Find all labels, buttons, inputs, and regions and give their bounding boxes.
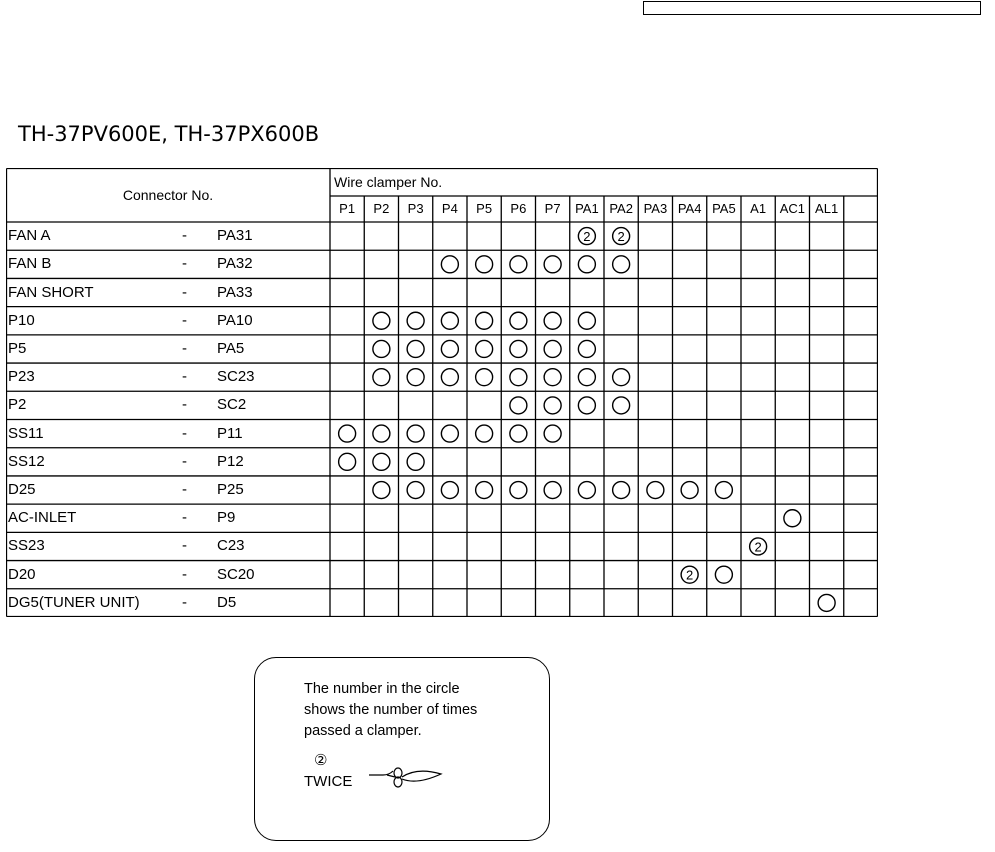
connector-to: PA31	[217, 227, 253, 245]
pass-once-mark	[510, 369, 527, 386]
pass-once-mark	[441, 340, 458, 357]
connector-from: FAN B	[8, 255, 52, 273]
pass-count-number: 2	[754, 539, 762, 555]
connector-from: SS23	[8, 537, 45, 555]
pass-once-mark	[407, 425, 424, 442]
clamper-column-label: P3	[407, 201, 424, 216]
connector-dash: -	[182, 481, 187, 499]
clamper-column-label: PA2	[609, 201, 633, 216]
note-line-2: shows the number of times	[304, 702, 478, 718]
clamper-column-label: P7	[544, 201, 561, 216]
example-label: TWICE	[304, 773, 353, 790]
pass-once-mark	[441, 369, 458, 386]
pass-once-mark	[373, 369, 390, 386]
pass-once-mark	[373, 340, 390, 357]
pass-once-mark	[510, 425, 527, 442]
connector-from: FAN A	[8, 227, 51, 245]
pass-once-mark	[510, 482, 527, 499]
pass-once-mark	[373, 453, 390, 470]
pass-once-mark	[544, 256, 561, 273]
connector-from: D25	[8, 481, 36, 499]
connector-from: SS12	[8, 452, 45, 470]
connector-to: P12	[217, 452, 244, 470]
pass-once-mark	[441, 256, 458, 273]
connector-to: SC23	[217, 368, 255, 386]
wire-clamper-table	[6, 168, 878, 617]
pass-once-mark	[407, 340, 424, 357]
clamper-column-label: AC1	[779, 201, 806, 216]
connector-to: PA33	[217, 283, 253, 301]
pass-once-mark	[544, 425, 561, 442]
pass-once-mark	[578, 256, 595, 273]
pass-once-mark	[407, 453, 424, 470]
pass-once-mark	[818, 594, 835, 611]
connector-from: P5	[8, 339, 27, 357]
pass-once-mark	[339, 453, 356, 470]
header-box	[643, 1, 981, 15]
clamper-column-label: PA3	[643, 201, 668, 216]
clamper-column-label: P4	[441, 201, 458, 216]
pass-once-mark	[544, 369, 561, 386]
pass-once-mark	[407, 369, 424, 386]
clamper-header: Wire clamper No.	[334, 174, 443, 190]
pass-once-mark	[715, 566, 732, 583]
connector-dash: -	[182, 255, 187, 273]
connector-dash: -	[182, 283, 187, 301]
pass-once-mark	[441, 312, 458, 329]
note-line-1: The number in the circle	[304, 681, 460, 697]
pass-once-mark	[578, 397, 595, 414]
pass-once-mark	[613, 397, 630, 414]
clamper-column-label: PA5	[712, 201, 736, 216]
pass-once-mark	[339, 425, 356, 442]
connector-dash: -	[182, 565, 187, 583]
pass-once-mark	[578, 312, 595, 329]
clamper-column-label: P1	[339, 201, 356, 216]
connector-dash: -	[182, 311, 187, 329]
pass-once-mark	[510, 340, 527, 357]
connector-from: P23	[8, 368, 35, 386]
connector-dash: -	[182, 509, 187, 527]
table-grid	[6, 168, 878, 617]
clamper-column-label: PA4	[677, 201, 702, 216]
pass-once-mark	[784, 510, 801, 527]
connector-from: P2	[8, 396, 27, 414]
pass-once-mark	[441, 425, 458, 442]
connector-from: FAN SHORT	[8, 283, 94, 301]
connector-to: C23	[217, 537, 245, 555]
connector-dash: -	[182, 537, 187, 555]
connector-from: D20	[8, 565, 36, 583]
clamper-column-label: P6	[510, 201, 527, 216]
pass-once-mark	[476, 340, 493, 357]
connector-dash: -	[182, 339, 187, 357]
connector-dash: -	[182, 424, 187, 442]
connector-dash: -	[182, 368, 187, 386]
pass-once-mark	[476, 425, 493, 442]
connector-dash: -	[182, 593, 187, 611]
pass-once-mark	[476, 369, 493, 386]
note-text	[304, 679, 544, 742]
connector-to: PA32	[217, 255, 253, 273]
pass-once-mark	[373, 482, 390, 499]
connector-to: P25	[217, 481, 244, 499]
connector-to: PA10	[217, 311, 253, 329]
connector-dash: -	[182, 227, 187, 245]
pass-once-mark	[476, 482, 493, 499]
connector-to: SC2	[217, 396, 247, 414]
pass-once-mark	[373, 425, 390, 442]
pass-once-mark	[476, 256, 493, 273]
clamper-column-label: P5	[476, 201, 493, 216]
pass-once-mark	[441, 482, 458, 499]
connector-from: P10	[8, 311, 35, 329]
pass-once-mark	[613, 482, 630, 499]
pass-once-mark	[613, 369, 630, 386]
pass-once-mark	[544, 312, 561, 329]
pass-once-mark	[578, 340, 595, 357]
wire-loop-drawing	[367, 763, 443, 793]
connector-to: D5	[217, 593, 237, 611]
pass-once-mark	[510, 397, 527, 414]
connector-to: SC20	[217, 565, 255, 583]
pass-once-mark	[407, 312, 424, 329]
pass-once-mark	[510, 312, 527, 329]
pass-once-mark	[544, 397, 561, 414]
example-number: ②	[314, 752, 328, 769]
pass-once-mark	[681, 482, 698, 499]
connector-from: AC-INLET	[8, 509, 77, 527]
pass-count-number: 2	[583, 229, 591, 245]
clamper-column-label: PA1	[575, 201, 599, 216]
clamper-column-label: P2	[373, 201, 390, 216]
pass-once-mark	[544, 340, 561, 357]
pass-once-mark	[578, 369, 595, 386]
pass-once-mark	[373, 312, 390, 329]
pass-count-number: 2	[617, 229, 625, 245]
connector-dash: -	[182, 396, 187, 414]
note-line-3: passed a clamper.	[304, 723, 422, 739]
pass-once-mark	[613, 256, 630, 273]
connector-from: DG5(TUNER UNIT)	[8, 593, 140, 611]
connector-to: P9	[217, 509, 236, 527]
note-box	[254, 657, 550, 841]
pass-once-mark	[647, 482, 664, 499]
connector-header: Connector No.	[122, 187, 214, 203]
pass-once-mark	[510, 256, 527, 273]
pass-once-mark	[544, 482, 561, 499]
connector-to: PA5	[217, 339, 245, 357]
pass-count-number: 2	[686, 567, 694, 583]
connector-dash: -	[182, 452, 187, 470]
pass-once-mark	[578, 482, 595, 499]
connector-from: SS11	[8, 424, 44, 442]
clamper-column-label: AL1	[815, 201, 839, 216]
clamper-column-label: A1	[750, 201, 767, 216]
pass-once-mark	[476, 312, 493, 329]
pass-once-mark	[407, 482, 424, 499]
model-title: TH-37PV600E, TH-37PX600B	[18, 122, 320, 146]
connector-to: P11	[217, 424, 243, 442]
pass-once-mark	[715, 482, 732, 499]
